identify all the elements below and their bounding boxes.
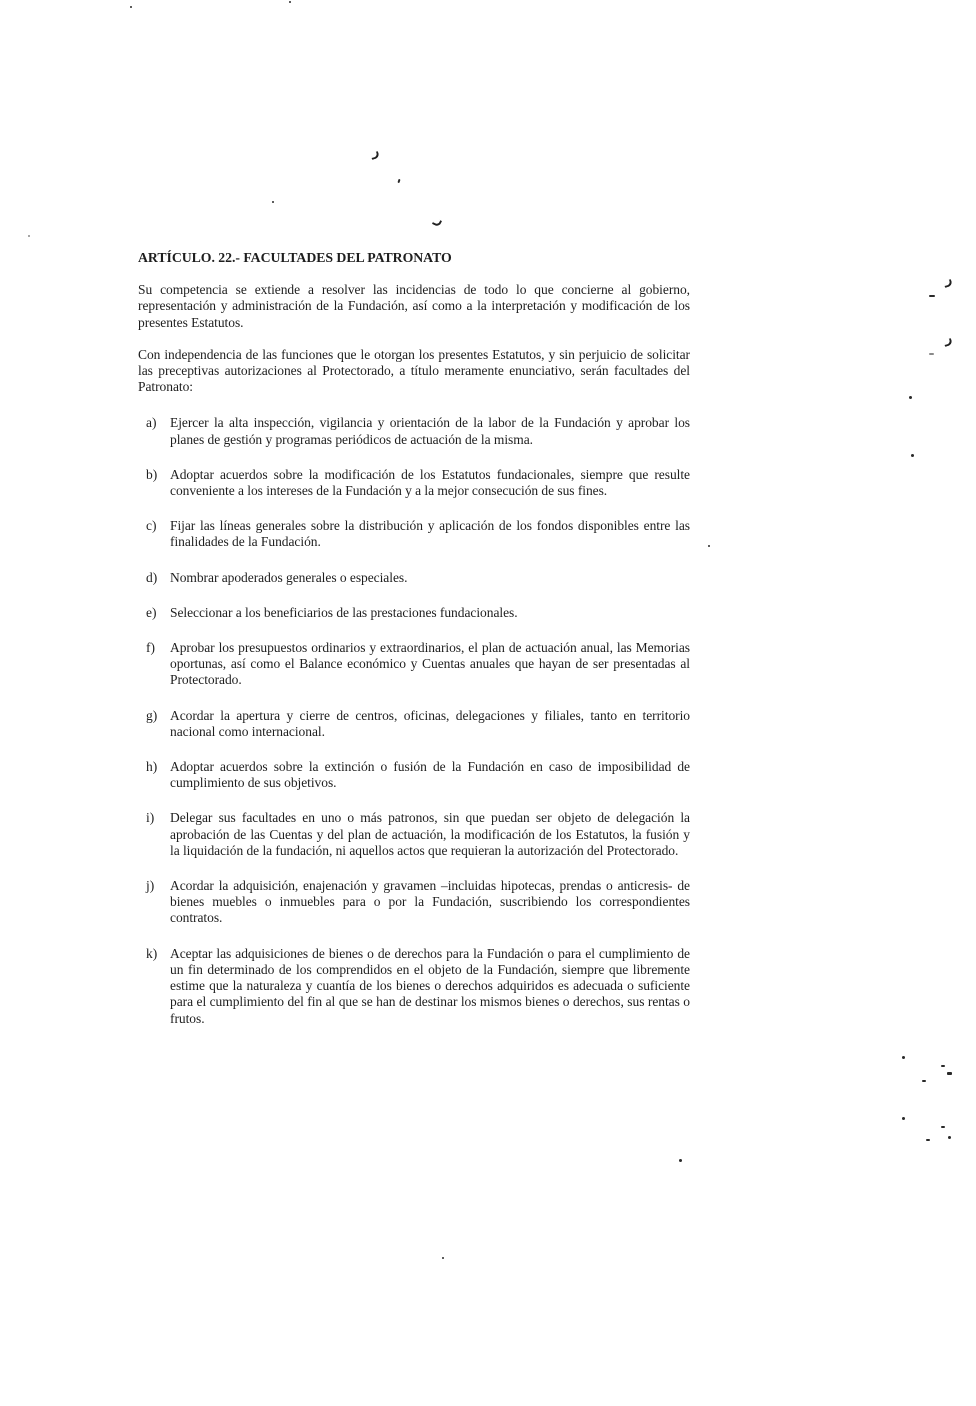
article-heading: ARTÍCULO. 22.- FACULTADES DEL PATRONATO	[138, 250, 452, 265]
scan-speck	[272, 201, 274, 203]
scan-speck	[948, 1136, 951, 1139]
document-body	[138, 250, 690, 1046]
list-item-label: c)	[146, 518, 157, 534]
scan-speck	[926, 1139, 930, 1141]
scan-speck	[941, 1065, 945, 1067]
scan-speck	[432, 218, 442, 228]
list-item-text: Nombrar apoderados generales o especiales.	[170, 569, 408, 585]
list-item-text: Adoptar acuerdos sobre la extinción o fusión de la Fundación en caso de imposibilidad de cumplimiento de sus objetivos.	[170, 759, 690, 791]
paragraph: Su competencia se extiende a resolver las incidencias de todo lo que concierne al gobierno, representación y administración de la Fundación, así como a la interpretación y modificación de los presentes Estatutos.	[138, 282, 690, 330]
paragraph: Con independencia de las funciones que le otorgan los presentes Estatutos, y sin perjuicio de solicitar las preceptivas autorizaciones al Protectorado, a título meramente enunciativo, serán facultades del Patronato:	[138, 346, 690, 395]
list-item-label: j)	[146, 878, 155, 894]
list-item-label: e)	[146, 604, 157, 620]
list-item	[138, 759, 690, 791]
scan-speck	[370, 151, 380, 160]
list-item	[138, 878, 690, 927]
list-item-text: Adoptar acuerdos sobre la modificación de los Estatutos fundacionales, siempre que resulte conveniente a los intereses de la Fundación y a la mejor consecución de sus fines.	[170, 466, 690, 499]
list-item-label: d)	[146, 569, 158, 585]
scan-speck	[289, 1, 291, 3]
scan-speck	[929, 353, 934, 355]
scan-speck	[909, 396, 912, 399]
list-item	[138, 640, 690, 689]
scan-speck	[679, 1159, 682, 1162]
list-item-text: Seleccionar a los beneficiarios de las prestaciones fundacionales.	[170, 604, 518, 620]
list-item-text: Acordar la adquisición, enajenación y gravamen –incluidas hipotecas, prendas o anticresis- de bienes muebles o inmuebles para o por la Fundación, suscribiendo los correspondientes contratos.	[170, 878, 690, 926]
scan-speck	[911, 454, 914, 457]
list-item	[138, 708, 690, 740]
list-item-label: i)	[146, 810, 155, 826]
list-item-text: Acordar la apertura y cierre de centros, oficinas, delegaciones y filiales, tanto en territorio nacional como internacional.	[170, 707, 690, 739]
faculty-list	[138, 415, 690, 1026]
list-item-text: Aprobar los presupuestos ordinarios y extraordinarios, el plan de actuación anual, las Memorias oportunas, así como el Balance económico y Cuentas anuales que hayan de ser presentadas al Protectorado.	[170, 640, 690, 688]
scan-speck	[943, 338, 953, 347]
scan-speck	[902, 1056, 905, 1059]
list-item-label: h)	[146, 759, 158, 775]
scan-speck	[941, 1126, 945, 1128]
list-item-label: k)	[146, 945, 158, 961]
list-item	[138, 570, 690, 586]
list-item-text: Aceptar las adquisiciones de bienes o de derechos para la Fundación o para el cumplimiento de un fin determinado de los comprendidos en el objeto de la Fundación, siempre que libremente estime que la naturaleza y cuantía de los bienes o derechos adquiridos es adecuada o suficiente para el cumplimiento del fin al que se han de destinar los mismos bienes o derechos, sus rentas o frutos.	[170, 945, 690, 1026]
list-item	[138, 946, 690, 1027]
list-item	[138, 467, 690, 499]
scan-speck	[922, 1080, 926, 1082]
list-item	[138, 415, 690, 447]
scan-speck	[28, 235, 30, 237]
scan-speck	[943, 279, 953, 288]
list-item	[138, 810, 690, 859]
scan-speck	[442, 1257, 444, 1259]
list-item-text: Fijar las líneas generales sobre la distribución y aplicación de los fondos disponibles entre las finalidades de la Fundación.	[170, 518, 690, 550]
list-item	[138, 518, 690, 550]
scan-speck	[947, 1072, 952, 1075]
scan-speck	[929, 295, 935, 297]
scan-speck	[902, 1117, 905, 1120]
list-item-label: a)	[146, 415, 157, 431]
list-item-label: f)	[146, 640, 155, 656]
list-item-label: g)	[146, 707, 158, 723]
list-item-text: Delegar sus facultades en uno o más patronos, sin que puedan ser objeto de delegación la aprobación de las Cuentas y del plan de actuación, la modificación de los Estatutos, la fusión y la liquidación de la fundación, ni aquellos actos que requieran la autorización del Protectorado.	[170, 810, 690, 858]
list-item	[138, 605, 690, 621]
list-item-label: b)	[146, 466, 158, 482]
scan-speck	[130, 6, 132, 8]
scan-speck	[708, 545, 710, 547]
list-item-text: Ejercer la alta inspección, vigilancia y orientación de la labor de la Fundación y aprobar los planes de gestión y programas periódicos de actuación de la misma.	[170, 415, 690, 447]
scan-speck	[397, 179, 400, 183]
